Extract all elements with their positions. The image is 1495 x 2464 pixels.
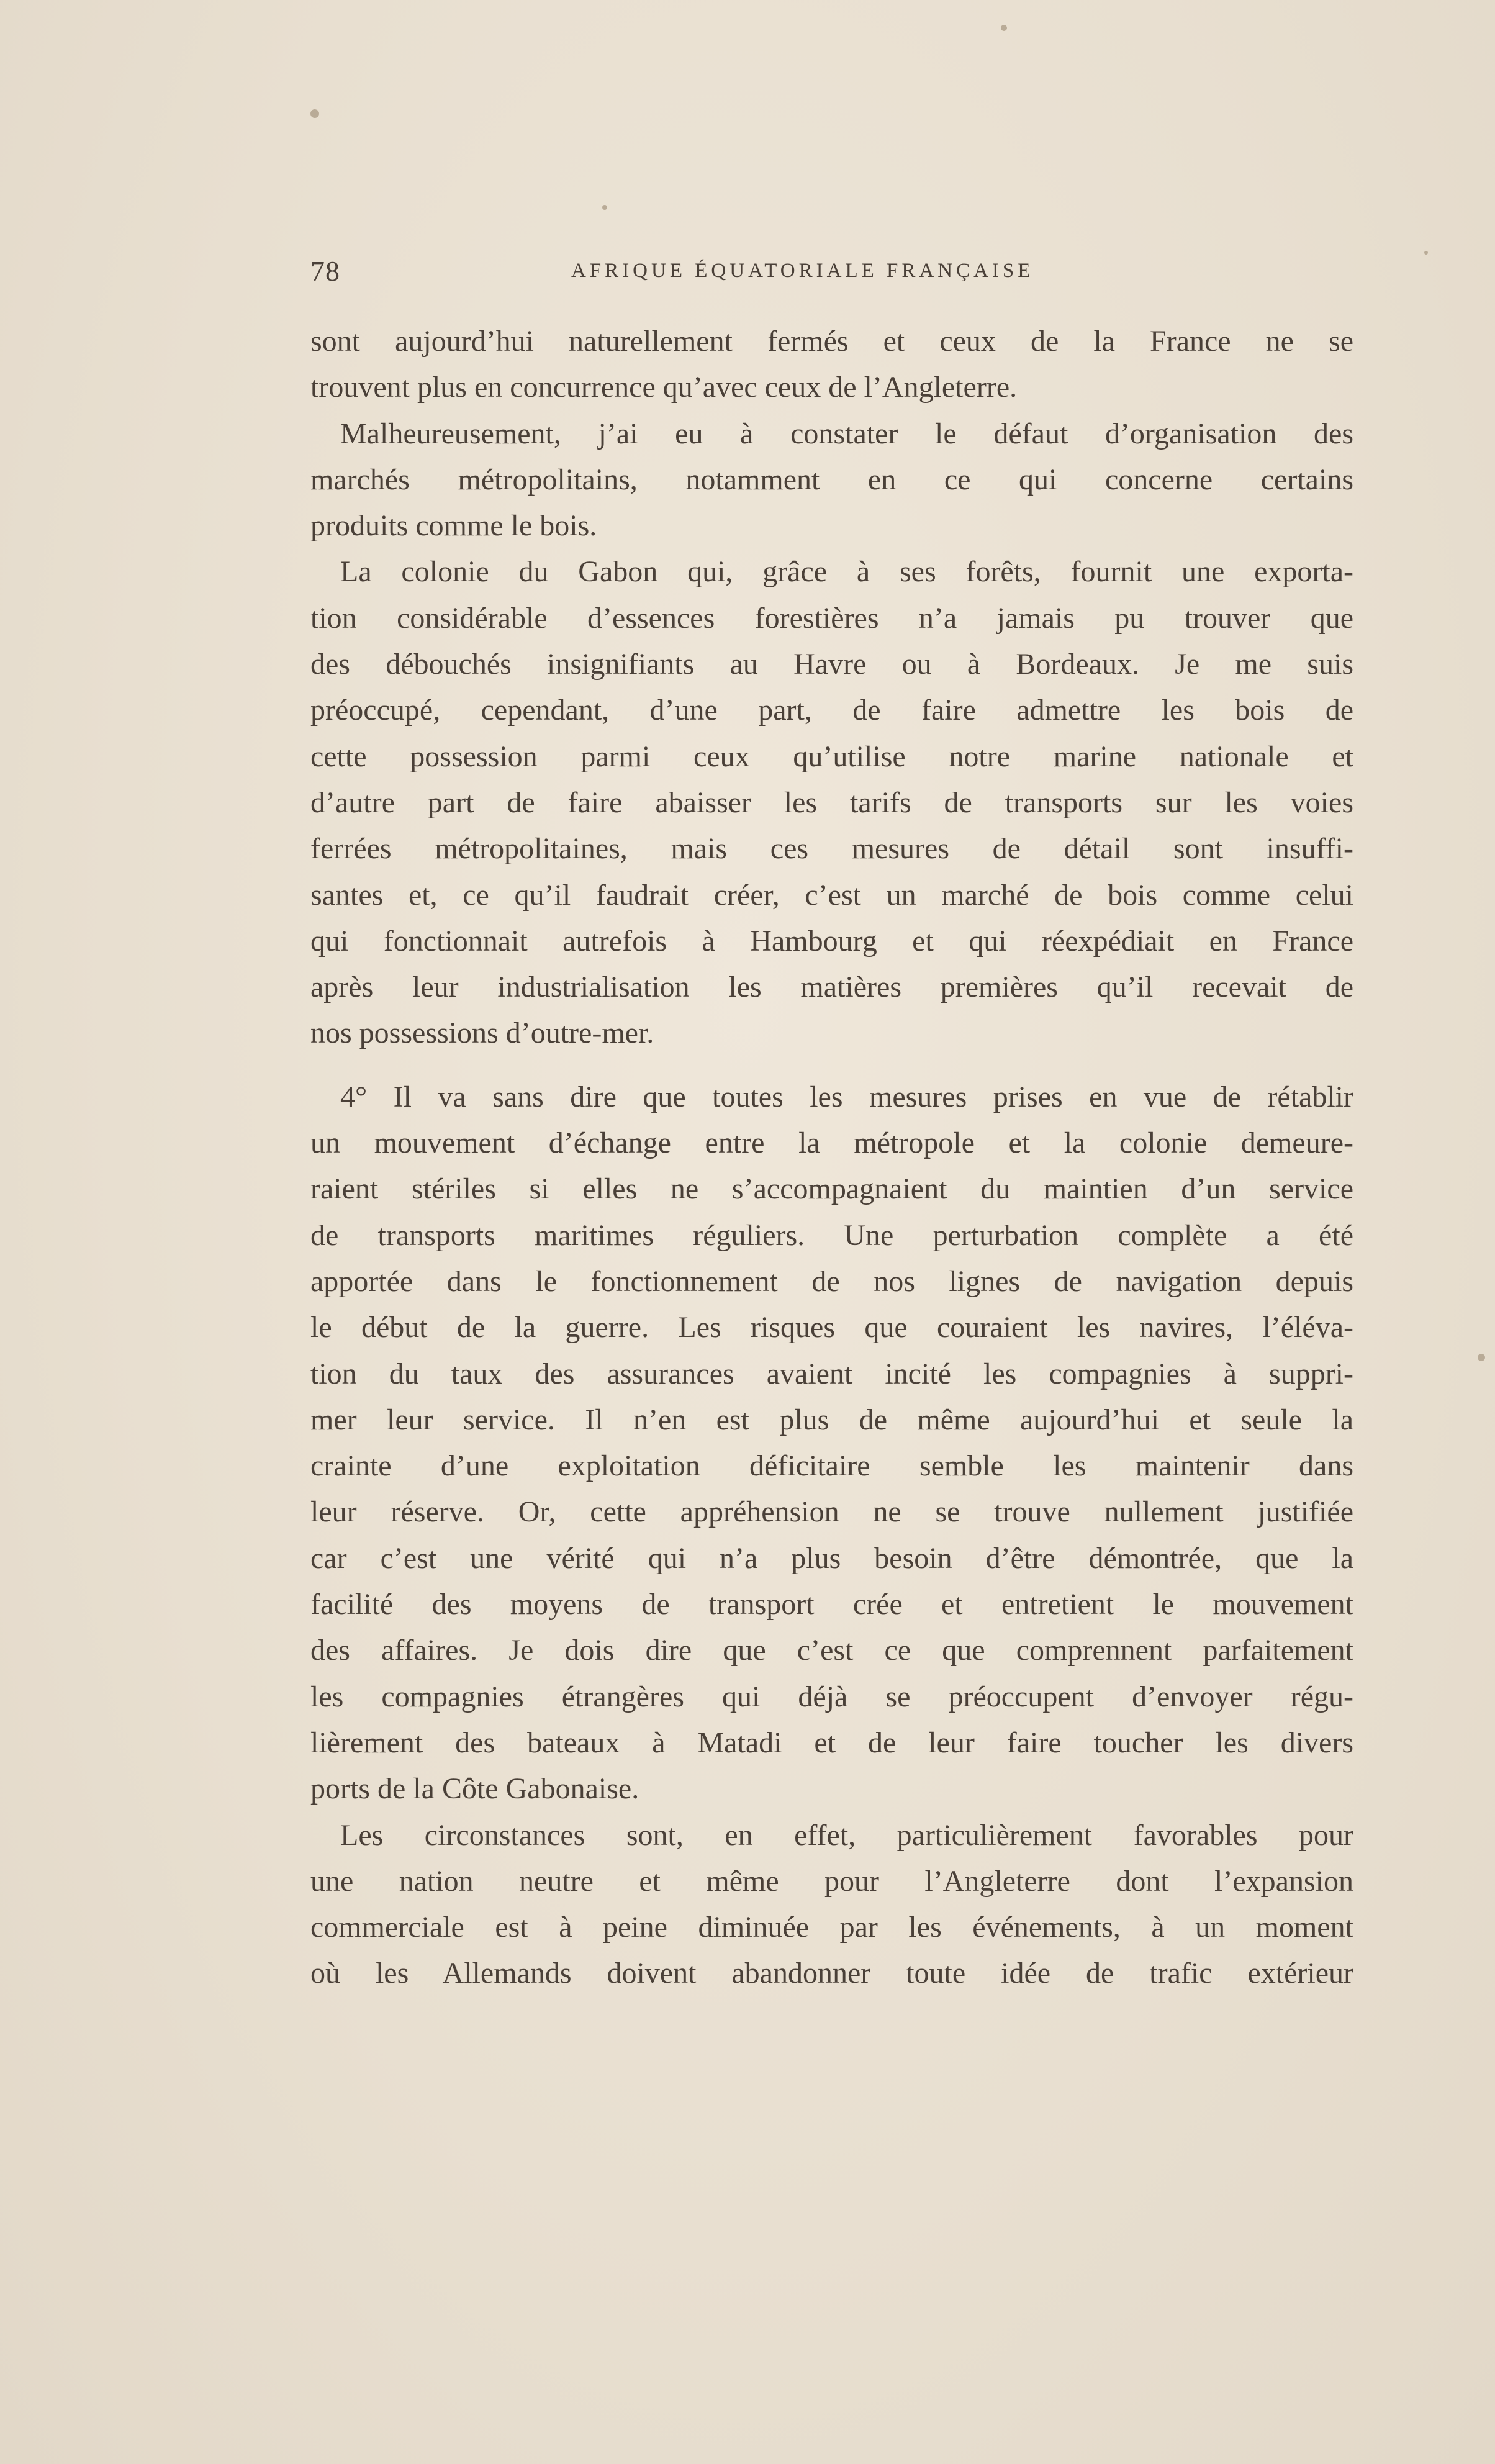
- text-line: de transports maritimes réguliers. Une perturbation complète a été: [310, 1218, 1353, 1252]
- text-line: leur réserve. Or, cette appréhension ne se trouve nullement justifiée: [310, 1495, 1353, 1529]
- text-line: tion du taux des assurances avaient incité les compagnies à suppri-: [310, 1357, 1353, 1390]
- text-line: des affaires. Je dois dire que c’est ce que comprennent parfaitement: [310, 1634, 1353, 1667]
- body-text: [310, 319, 1353, 1997]
- text-line: ports de la Côte Gabonaise.: [310, 1772, 639, 1806]
- running-title: AFRIQUE ÉQUATORIALE FRANÇAISE: [571, 260, 1034, 282]
- text-line: santes et, ce qu’il faudrait créer, c’est un marché de bois comme celui: [310, 878, 1353, 912]
- text-line: marchés métropolitains, notamment en ce qui concerne certains: [310, 463, 1353, 496]
- paper-speck: [310, 109, 319, 118]
- text-line: après leur industrialisation les matières premières qu’il recevait de: [310, 971, 1353, 1004]
- text-line: produits comme le bois.: [310, 509, 597, 543]
- text-line: raient stériles si elles ne s’accompagnaient du maintien d’un service: [310, 1172, 1353, 1206]
- text-line: un mouvement d’échange entre la métropole et la colonie demeure-: [310, 1126, 1353, 1160]
- text-line: le début de la guerre. Les risques que couraient les navires, l’éléva-: [310, 1311, 1353, 1344]
- text-line: une nation neutre et même pour l’Angleterre dont l’expansion: [310, 1864, 1353, 1898]
- paper-speck: [1001, 25, 1007, 31]
- text-line: d’autre part de faire abaisser les tarifs de transports sur les voies: [310, 786, 1353, 819]
- page-number: 78: [310, 255, 340, 287]
- text-line: lièrement des bateaux à Matadi et de leur faire toucher les divers: [310, 1726, 1353, 1759]
- text-line: mer leur service. Il n’en est plus de même aujourd’hui et seule la: [310, 1403, 1353, 1436]
- text-line: La colonie du Gabon qui, grâce à ses forêts, fournit une exporta-: [340, 555, 1353, 589]
- paper-speck: [602, 205, 607, 210]
- text-line: qui fonctionnait autrefois à Hambourg et qui réexpédiait en France: [310, 924, 1353, 958]
- paragraph-gap: [310, 1057, 1353, 1074]
- text-line: commerciale est à peine diminuée par les événements, à un moment: [310, 1911, 1353, 1944]
- text-line: où les Allemands doivent abandonner toute idée de trafic extérieur: [310, 1957, 1353, 1990]
- text-line: tion considérable d’essences forestières n’a jamais pu trouver que: [310, 601, 1353, 635]
- text-line: préoccupé, cependant, d’une part, de faire admettre les bois de: [310, 694, 1353, 727]
- text-line: apportée dans le fonctionnement de nos lignes de navigation depuis: [310, 1264, 1353, 1298]
- text-line: Les circonstances sont, en effet, particulièrement favorables pour: [340, 1818, 1353, 1852]
- text-line: crainte d’une exploitation déficitaire semble les maintenir dans: [310, 1449, 1353, 1483]
- text-line: 4° Il va sans dire que toutes les mesures prises en vue de rétablir: [340, 1080, 1353, 1113]
- text-line: les compagnies étrangères qui déjà se préoccupent d’envoyer régu-: [310, 1680, 1353, 1713]
- text-line: ferrées métropolitaines, mais ces mesures de détail sont insuffi-: [310, 832, 1353, 866]
- text-line: trouvent plus en concurrence qu’avec ceux de l’Angleterre.: [310, 371, 1018, 404]
- paper-speck: [1424, 251, 1428, 255]
- text-line: des débouchés insignifiants au Havre ou à Bordeaux. Je me suis: [310, 648, 1353, 681]
- paper-speck: [1478, 1354, 1485, 1361]
- text-line: sont aujourd’hui naturellement fermés et ceux de la France ne se: [310, 325, 1353, 358]
- text-line: facilité des moyens de transport crée et entretient le mouvement: [310, 1588, 1353, 1621]
- page-header: [310, 255, 1353, 298]
- text-line: cette possession parmi ceux qu’utilise notre marine nationale et: [310, 740, 1353, 773]
- text-line: car c’est une vérité qui n’a plus besoin d’être démontrée, que la: [310, 1541, 1353, 1575]
- text-line: Malheureusement, j’ai eu à constater le défaut d’organisation des: [340, 417, 1353, 450]
- text-line: nos possessions d’outre-mer.: [310, 1017, 654, 1050]
